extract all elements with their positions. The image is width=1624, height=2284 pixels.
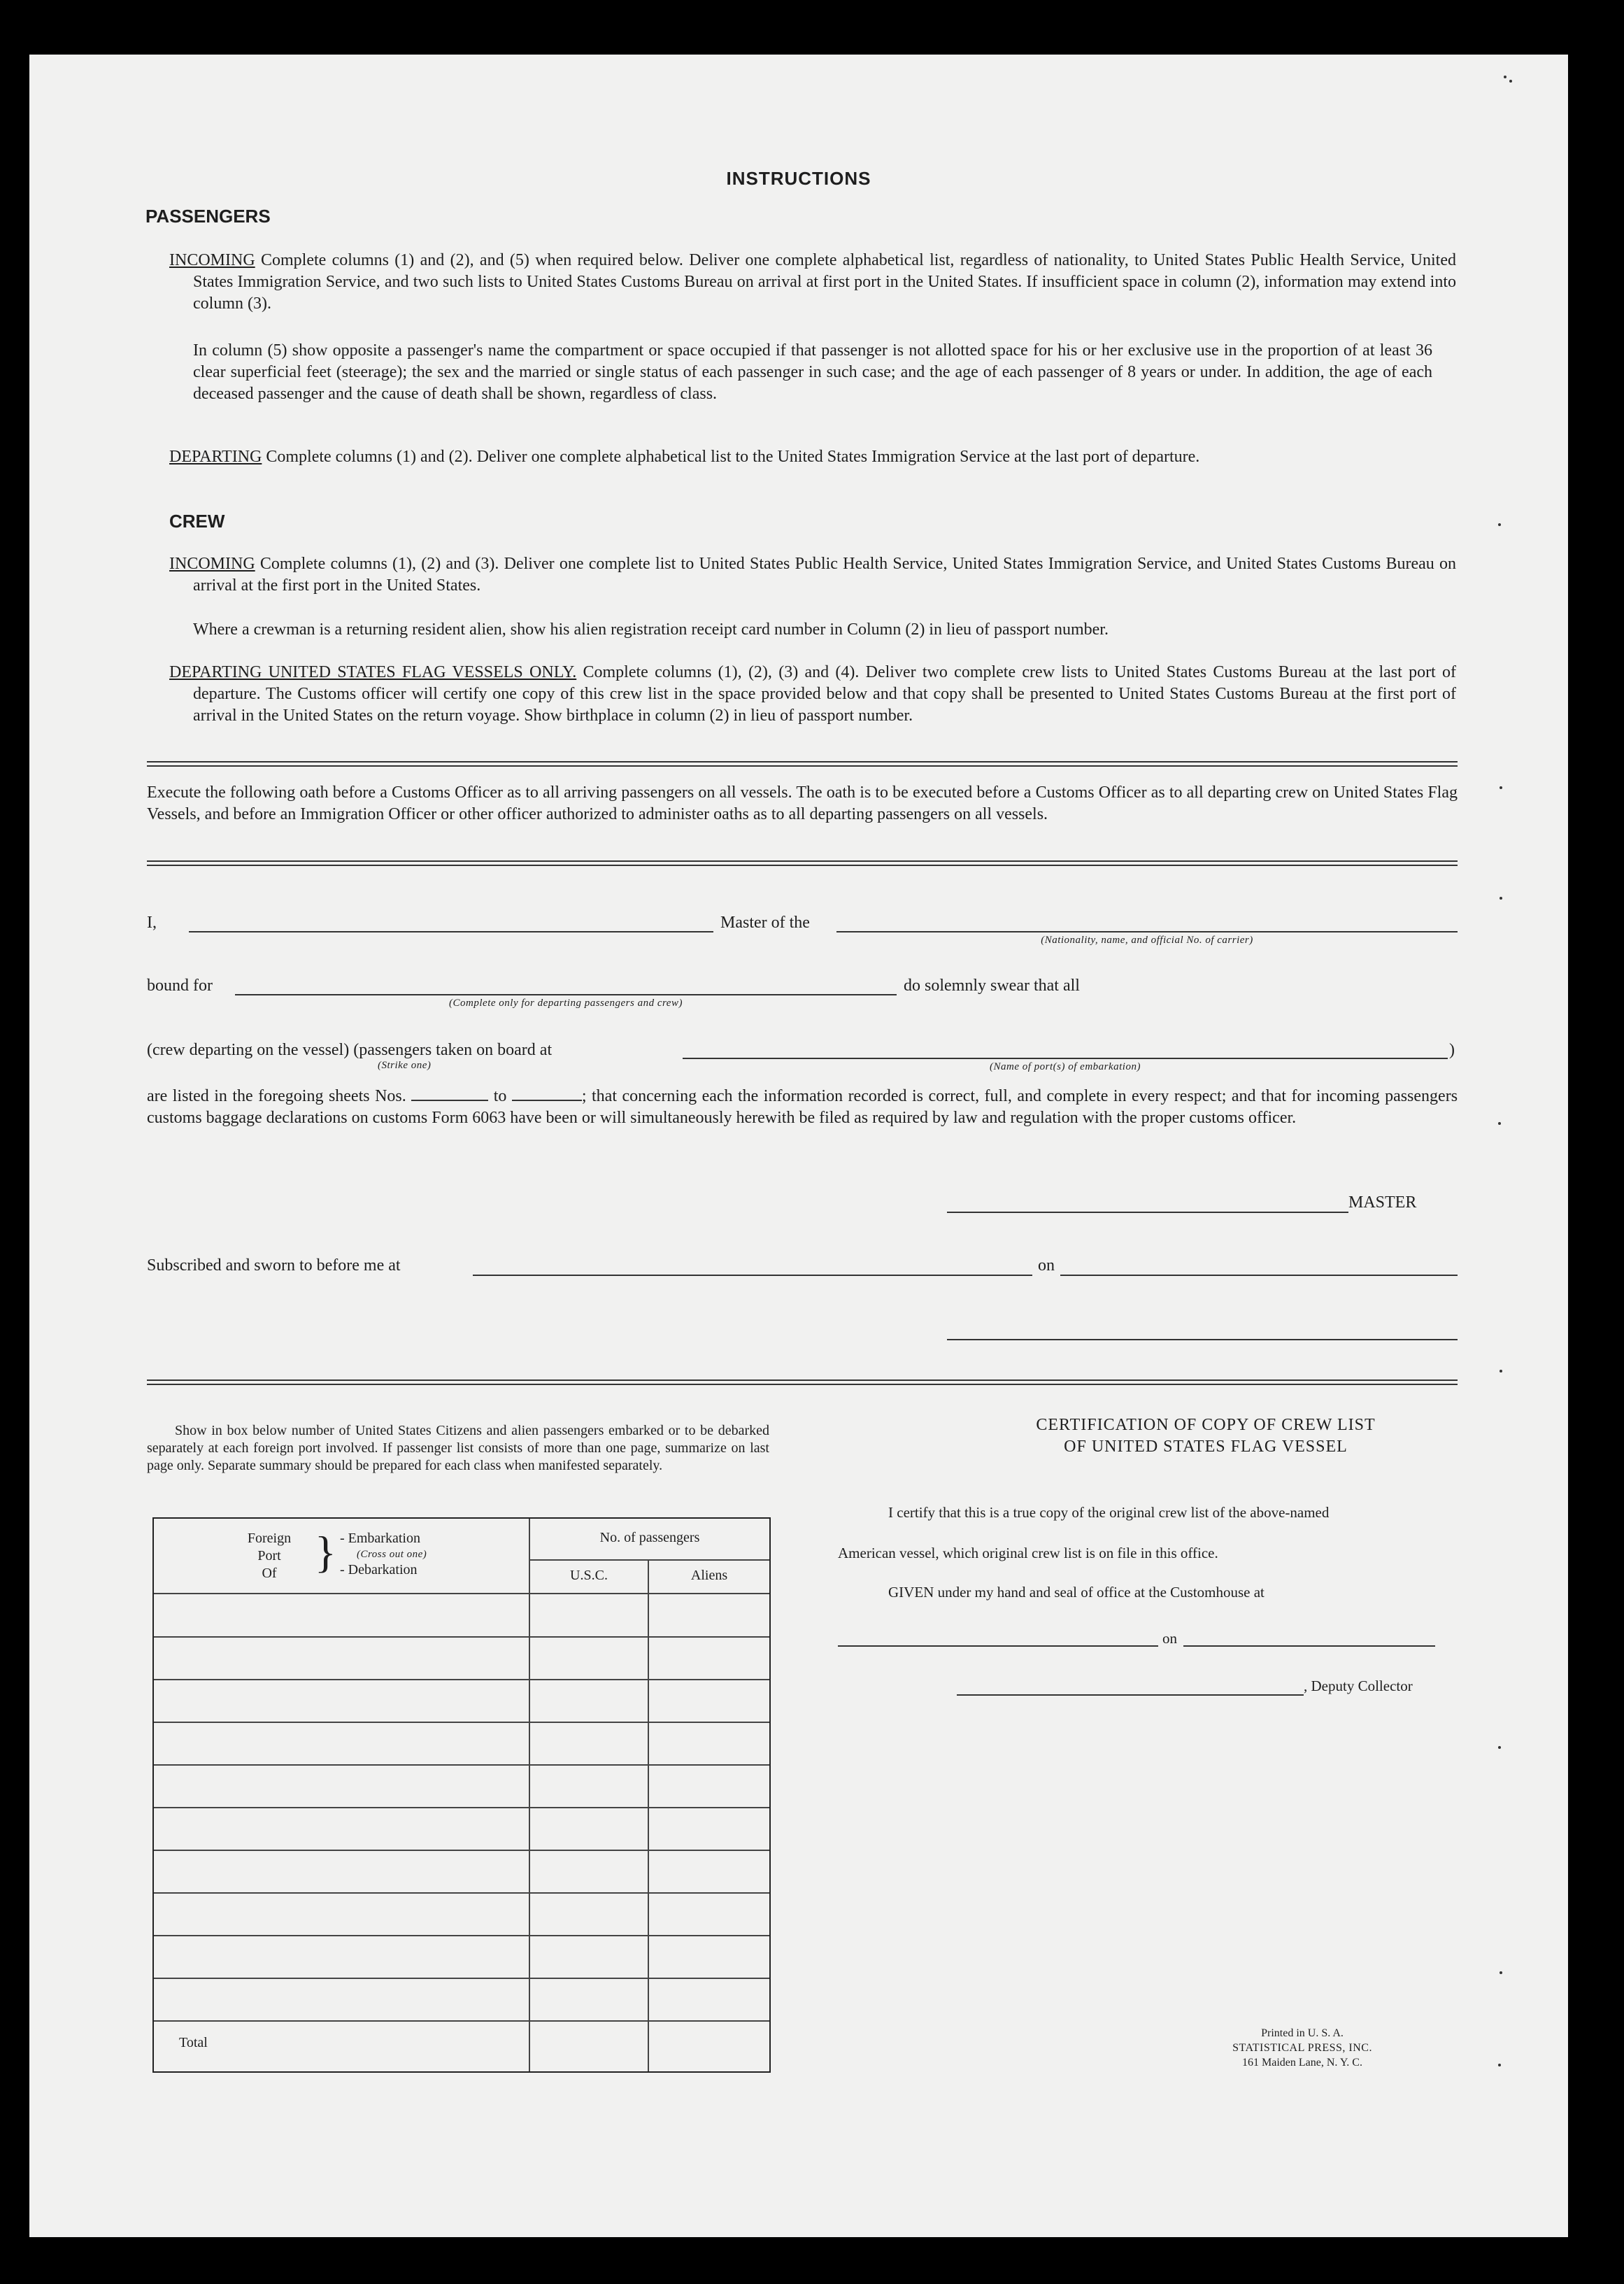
crew-departing-paragraph (169, 662, 1456, 727)
passengers-incoming-paragraph (169, 250, 1456, 315)
speck-mark (1500, 897, 1502, 900)
printer-line-1: Printed in U. S. A. (1261, 2027, 1344, 2039)
foreign-port-header: Foreign Port Of (247, 1531, 292, 1581)
officer-signature-field[interactable] (947, 1339, 1458, 1340)
strike-one-caption: (Strike one) (378, 1060, 432, 1071)
deputy-collector-signature-field[interactable] (957, 1694, 1304, 1696)
section-divider (147, 761, 1458, 767)
bound-for-field[interactable] (235, 994, 897, 995)
crew-departing-label: DEPARTING UNITED STATES FLAG VESSELS ONLY. (169, 663, 577, 681)
crew-incoming-label: INCOMING (169, 555, 255, 573)
master-label: MASTER (1348, 1193, 1417, 1212)
section-divider (147, 860, 1458, 866)
oath-i-label: I, (147, 914, 157, 932)
box-note: Show in box below number of United States Citizens and alien passengers embarked or to be debarked separately at each foreign port involved. If passenger list consists of more than one page, summarize on last page only. Separate summary should be prepared for each class when manifested separately. (147, 1423, 769, 1473)
printer-line-2: STATISTICAL PRESS, INC. (1232, 2042, 1372, 2054)
certification-line-1: I certify that this is a true copy of the original crew list of the above-named (888, 1504, 1330, 1521)
no-passengers-header: No. of passengers (599, 1530, 700, 1545)
close-paren: ) (1449, 1041, 1455, 1059)
sheets-to-label: to (493, 1087, 507, 1105)
certification-line-2: American vessel, which original crew list is on file in this office. (838, 1545, 1218, 1561)
certification-title (856, 1414, 1555, 1458)
subscribed-date-field[interactable] (1060, 1275, 1458, 1276)
total-label: Total (179, 2035, 208, 2050)
customhouse-field[interactable] (838, 1645, 1158, 1647)
carrier-field[interactable] (836, 931, 1458, 932)
usc-header: U.S.C. (570, 1568, 608, 1583)
passengers-departing-label: DEPARTING (169, 448, 262, 466)
printer-line-3: 161 Maiden Lane, N. Y. C. (1242, 2057, 1362, 2069)
embarkation-options: - Embarkation (Cross out one) - Debarkation (340, 1531, 427, 1577)
port-caption: (Name of port(s) of embarkation) (990, 1061, 1141, 1072)
crew-departing-text: Complete columns (1), (2), (3) and (4). Deliver two complete crew lists to United States Customs Bureau at the last port of departure. The Customs officer will certify one copy of this crew list in the space provided below and that copy shall be presented to United States Customs Bureau at the first port of arrival in the United States on the return voyage. Show birthplace in column (2) in lieu of passport number. (193, 663, 1456, 725)
sheets-text-b: ; that concerning each the information recorded is correct, full, and complete in every respect; and that for incoming passengers customs baggage declarations on customs Form 6063 have been or will simultaneously herewith be filed as required by law and regulation with the proper customs officer. (147, 1087, 1458, 1127)
passengers-departing-text: Complete columns (1) and (2). Deliver one complete alphabetical list to the United States Immigration Service at the last port of departure. (262, 448, 1200, 466)
certification-date-field[interactable] (1183, 1645, 1435, 1647)
crew-resident-paragraph: Where a crewman is a returning resident alien, show his alien registration receipt card number in Column (2) in lieu of passport number. (193, 620, 1109, 639)
printer-imprint (1176, 2026, 1428, 2070)
speck-mark (1498, 1746, 1501, 1749)
passengers-departing-paragraph (169, 446, 1456, 468)
form-sheet (29, 55, 1568, 2237)
speck-mark (1498, 523, 1501, 526)
master-signature-field[interactable] (947, 1212, 1348, 1213)
deputy-collector-label: , Deputy Collector (1304, 1677, 1413, 1694)
passengers-column5-paragraph: In column (5) show opposite a passenger's name the compartment or space occupied if that passenger is not allotted space for his or her exclusive use in the proportion of at least 36 clear superficial feet (steerage); the sex and the married or single status of each passenger in such case; and the age of each passenger of 8 years or under. In addition, the age of each deceased passenger and the cause of death shall be shown, regardless of class. (193, 341, 1432, 403)
certification-line-3: GIVEN under my hand and seal of office at the Customhouse at (888, 1584, 1265, 1601)
passengers-incoming-text: Complete columns (1) and (2), and (5) when required below. Deliver one complete alphabetical list, regardless of nationality, to United States Public Health Service, United States Immigration Service, and two such lists to United States Customs Bureau on arrival at first port in the United States. If insufficient space in column (2), information may extend into column (3). (193, 251, 1456, 313)
master-of-the-label: Master of the (720, 914, 810, 932)
instructions-heading: INSTRUCTIONS (726, 168, 871, 189)
bound-for-label: bound for (147, 977, 213, 995)
embarkation-port-field[interactable] (683, 1058, 1448, 1059)
aliens-header: Aliens (690, 1568, 728, 1583)
crew-departing-label: (crew departing on the vessel) (passengers taken on board at (147, 1041, 553, 1059)
speck-mark (1500, 1370, 1502, 1372)
oath-intro: Execute the following oath before a Customs Officer as to all arriving passengers on all vessels. The oath is to be executed before a Customs Officer as to all departing crew on United States Flag Vessels, and before an Immigration Officer or other officer authorized to administer oaths as to all departing passengers on all vessels. (147, 783, 1458, 823)
passenger-summary-table (152, 1517, 771, 2073)
subscribed-label: Subscribed and sworn to before me at (147, 1256, 401, 1275)
sheets-text-a: are listed in the foregoing sheets Nos. (147, 1087, 406, 1105)
speck-mark (1500, 1971, 1502, 1974)
brace-glyph: } (315, 1527, 336, 1577)
speck-mark (1509, 80, 1512, 83)
passengers-heading: PASSENGERS (145, 206, 271, 227)
passengers-incoming-label: INCOMING (169, 251, 255, 269)
sheet-to-field[interactable] (512, 1087, 582, 1101)
crew-incoming-text: Complete columns (1), (2) and (3). Deliver one complete list to United States Public Health Service, United States Immigration Service, and United States Customs Bureau on arrival at the first port in the United States. (193, 555, 1456, 595)
certification-title-line-1: CERTIFICATION OF COPY OF CREW LIST (1036, 1416, 1376, 1434)
speck-mark (1498, 1122, 1501, 1125)
departing-caption: (Complete only for departing passengers and crew) (449, 998, 683, 1009)
solemnly-swear-label: do solemnly swear that all (904, 977, 1080, 995)
subscribed-place-field[interactable] (473, 1275, 1032, 1276)
sheet-from-field[interactable] (411, 1087, 488, 1101)
crew-incoming-paragraph (169, 553, 1456, 597)
carrier-caption: (Nationality, name, and official No. of carrier) (1041, 935, 1253, 946)
crew-heading: CREW (169, 511, 225, 532)
master-name-field[interactable] (189, 931, 713, 932)
section-divider (147, 1379, 1458, 1385)
certification-on-label: on (1162, 1630, 1177, 1647)
speck-mark (1504, 76, 1507, 78)
certification-title-line-2: OF UNITED STATES FLAG VESSEL (1064, 1438, 1348, 1456)
speck-mark (1498, 2064, 1501, 2066)
sheets-paragraph (147, 1086, 1458, 1129)
speck-mark (1500, 786, 1502, 789)
subscribed-on-label: on (1038, 1256, 1055, 1275)
